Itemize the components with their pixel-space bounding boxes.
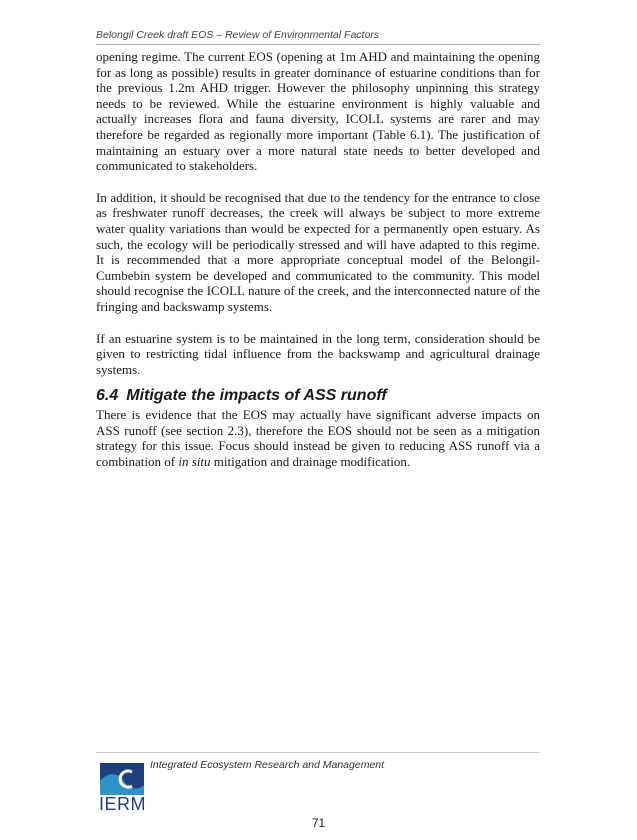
header-rule [96,44,540,45]
section-heading [96,383,540,407]
footer-rule [96,752,540,753]
paragraph-1: opening regime. The current EOS (opening at 1m AHD and maintaining the opening for as long as possible) results in greater dominance of estuarine conditions than for the previous 1.2m AHD trigger. However the philosophy unpinning this strategy needs to be reviewed. While the estuarine environment is highly valuable and actually increases flora and fauna diversity, ICOLL systems are rarer and may therefore be regarded as regionally more important (Table 6.1). The justification of maintaining an estuary over a more natural state needs to better developed and communicated to stakeholders. [96,49,540,174]
paragraph-2: In addition, it should be recognised that due to the tendency for the entrance to close as freshwater runoff decreases, the creek will always be subject to more extreme water quality variations than would be expected for a permanently open estuary. As such, the ecology will be periodically stressed and will have adapted to this regime. It is recommended that a more appropriate conceptual model of the Belongil-Cumbebin system be developed and communicated to the community. This model should recognise the ICOLL nature of the creek, and the interconnected nature of the fringing and backswamp systems. [96,189,540,314]
paragraph-4 [96,407,540,469]
logo-text: IERM [99,794,146,814]
page-number: 71 [311,816,326,830]
paragraph-4-text: There is evidence that the EOS may actually have significant adverse impacts on ASS runoff (see section 2.3), therefore the EOS should not be seen as a mitigation strategy for this issue. Focus should instead be given to reducing ASS runoff via a combination of [96,407,540,470]
paragraph-4-text-end: mitigation and drainage modification. [210,454,411,470]
running-header: Belongil Creek draft EOS – Review of Environmental Factors [96,29,380,41]
section-title: Mitigate the impacts of ASS runoff [126,387,387,405]
footer-organisation: Integrated Ecosystem Research and Management [150,759,385,771]
paragraph-4-italic: in situ [178,454,211,470]
paragraph-3: If an estuarine system is to be maintained in the long term, consideration should be given to restricting tidal influence from the backswamp and agricultural drainage systems. [96,330,540,377]
body-text [96,49,540,470]
section-number: 6.4 [96,387,119,405]
